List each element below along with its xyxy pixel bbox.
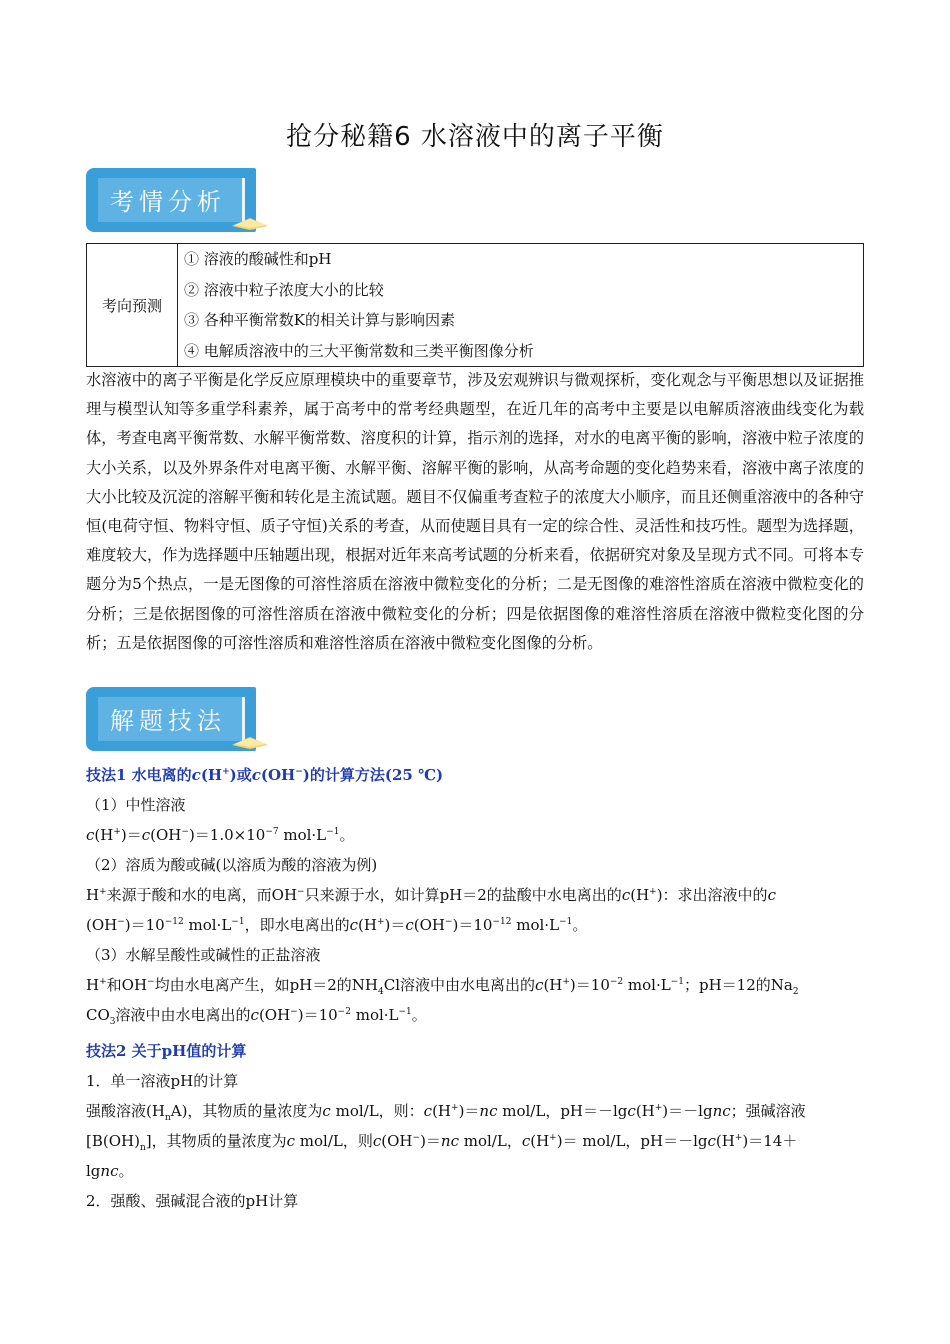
tech1-sub1: （1）中性溶液 (86, 796, 186, 814)
forecast-item: ① 溶液的酸碱性和pH (184, 250, 332, 268)
tech2-acid-line: 强酸溶液$(H_nA)$，其物质的量浓度为c mol/L，则：c(H+)＝nc mol/L，pH＝－lgc(H+)＝－lgnc；强碱溶液 (86, 1102, 806, 1123)
page-title: 抢分秘籍6 水溶液中的离子平衡 (286, 122, 664, 152)
forecast-item: ④ 电解质溶液中的三大平衡常数和三类平衡图像分析 (184, 341, 534, 360)
banner-label: 考情分析 (110, 188, 226, 216)
tech1-p3-line1: H+和OH−均由水电离产生，如pH＝2的$NH_4Cl$溶液中由水电离出的$c(H^+)=10^{-2}$ $mol\cdot L^{-1}$；pH＝12的$Na_2$ (86, 976, 799, 997)
tech1-sub3: （3）水解呈酸性或碱性的正盐溶液 (86, 946, 321, 964)
analysis-banner (86, 168, 270, 234)
intro-paragraph: 水溶液中的离子平衡是化学反应原理模块中的重要章节，涉及宏观辨识与微观探析，变化观念与平衡思想以及证据推理与模型认知等多重学科素养，属于高考中的常考经典题型，在近几年的高考中主要是以电解质溶液曲线变化为载体，考查电离平衡常数、水解平衡常数、溶度积的计算，指示剂的选择，对水的电离平衡的影响，溶液中粒子浓度的大小关系，以及外界条件对电离平衡、水解平衡、溶解平衡的影响，从高考命题的变化趋势来看，溶液中离子浓度的大小比较及沉淀的溶解平衡和转化是主流试题。题目不仅偏重考查粒子的浓度大小顺序，而且还侧重溶液中的各种守恒(电荷守恒、物料守恒、质子守恒)关系的考查，从而使题目具有一定的综合性、灵活性和技巧性。题型为选择题，难度较大，作为选择题中压轴题出现，根据对近年来高考试题的分析来看，依据研究对象及呈现方式不同。可将本专题分为5个热点，一是无图像的可溶性溶质在溶液中微粒变化的分析；二是无图像的难溶性溶质在溶液中微粒变化的分析；三是依据图像的可溶性溶质在溶液中微粒变化的分析；四是依据图像的难溶性溶质在溶液中微粒变化图的分析；五是依据图像的可溶性溶质和难溶性溶质在溶液中微粒变化图像的分析。 (86, 371, 864, 652)
tech1-p2-line2: $(OH^-)=10^{-12}$ $mol\cdot L^{-1}$，即水电离出的$c(H^+)=c(OH^-)=10^{-12}$ $mol\cdot L^{-1}$。 (86, 916, 588, 934)
tech2-heading: 技法2 关于pH值的计算 (86, 1042, 247, 1060)
tech2-base-line2: lgnc。 (86, 1162, 134, 1180)
methods-banner (86, 687, 270, 753)
tech1-sub2: （2）溶质为酸或碱(以溶质为酸的溶液为例) (86, 856, 378, 874)
tech1-p2-line1: H+来源于酸和水的电离，而OH−只来源于水，如计算pH＝2的盐酸中水电离出的c(H+)：求出溶液中的c (86, 886, 776, 904)
forecast-table (86, 243, 864, 367)
forecast-item: ③ 各种平衡常数K的相关计算与影响因素 (184, 311, 455, 329)
book-icon (232, 735, 268, 749)
banner-label: 解题技法 (110, 707, 226, 735)
tech2-item1: 1．单一溶液pH的计算 (86, 1072, 239, 1090)
tech2-section (86, 1036, 864, 1216)
tech2-base-line: $[B(OH)_n]$，其物质的量浓度为c mol/L，则c(OH−)＝nc mol/L，c(H+)＝ mol/L，pH＝－lgc(H+)＝14＋ (86, 1132, 798, 1153)
tech1-p3-line2: $CO_3$溶液中由水电离出的$c(OH^-)=10^{-2}$ $mol\cdot L^{-1}$。 (86, 1006, 427, 1027)
tech2-item2: 2．强酸、强碱混合液的pH计算 (86, 1192, 299, 1210)
forecast-item: ② 溶液中粒子浓度大小的比较 (184, 280, 384, 299)
tech1-section (86, 760, 864, 1030)
forecast-header: 考向预测 (87, 244, 178, 367)
book-icon (232, 216, 268, 230)
tech1-eq1: $c(H^+)=c(OH^-)=1.0\times 10^{-7}$ $mol\cdot L^{-1}$。 (86, 826, 355, 844)
tech1-heading: 技法1 水电离的c(H+)或c(OH−)的计算方法(25 ℃) (86, 766, 444, 784)
forecast-items (178, 244, 864, 367)
